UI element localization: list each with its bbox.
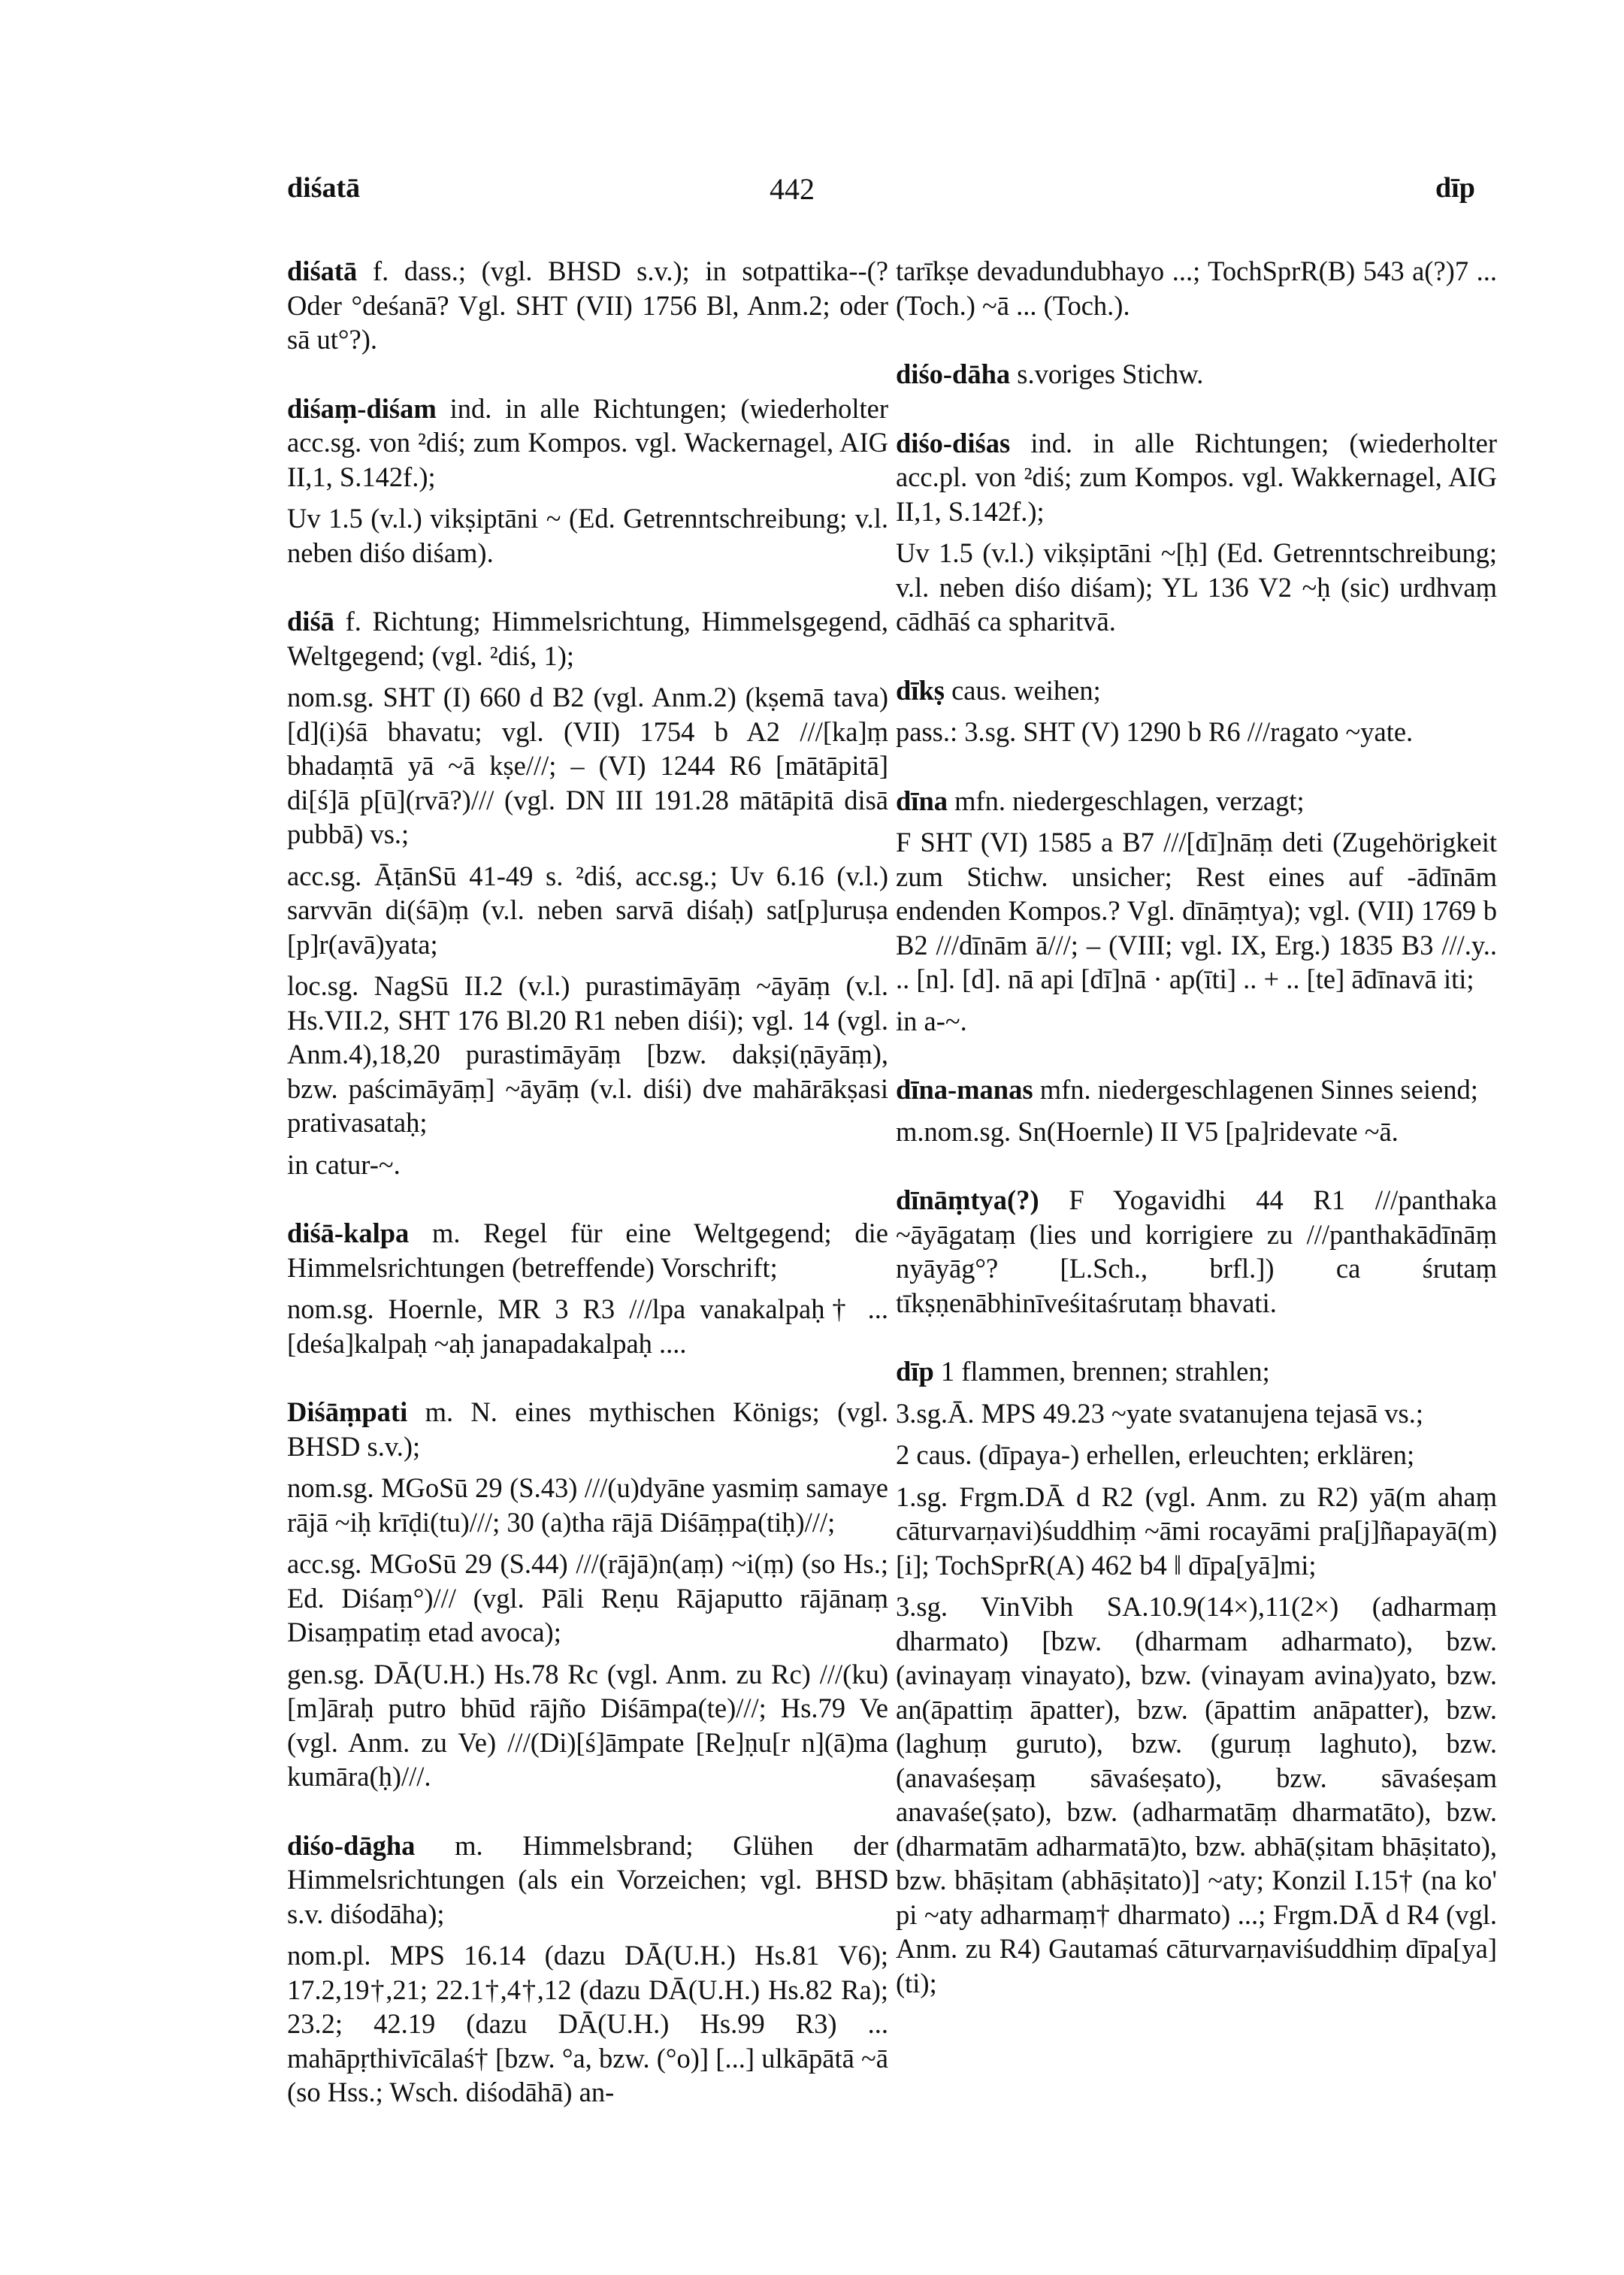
entry-line [896,1480,1497,1583]
entry-headword: Diśāṃpati [287,1396,408,1427]
entry-text: 3.sg. VinVibh SA.10.9(14×),11(2×) (adharmaṃ dharmato) [bzw. (dharmam adharmato), bzw. (avinayaṃ vinayato), bzw. (vinayam avina)yato, bzw. an(āpattiṃ āpatter), bzw. (āpattim anāpatter), bzw. (laghuṃ guruto), bzw. (guruṃ laghuto), bzw. (anavaśeṣaṃ sāvaśeṣato), bzw. sāvaśeṣam anavaśe(ṣato), bzw. (adharmatāṃ dharmatāto), bzw. (dharmatām adharmatā)to, bzw. abhā(ṣitam bhāṣitato), bzw. bhāṣitam (abhāṣitato)] ~aty; Konzil I.15† (na ko' pi ~aty adharmaṃ† dharmato) ...; Frgm.DĀ d R4 (vgl. Anm. zu R4) Gautamaś cāturvarṇaviśuddhiṃ dīpa[ya](ti); [896,1591,1497,1998]
entry-line [896,673,1497,708]
entry-text: f. Richtung; Himmelsrichtung, Himmelsgegend, Weltgegend; (vgl. ²diś, 1); [287,606,888,671]
entry-text: m. Himmelsbrand; Glühen der Himmelsrichtungen (als ein Vorzeichen; vgl. BHSD s.v. diśodāha); [287,1829,888,1929]
entry-text: mfn. niedergeschlagenen Sinnes seiend; [1039,1074,1478,1105]
entry-headword: diśatā [287,256,358,286]
entry-text: Uv 1.5 (v.l.) vikṣiptāni ~ (Ed. Getrenntschreibung; v.l. neben diśo diśam). [287,503,888,568]
entry-line [896,1396,1497,1431]
entry-line [287,1148,888,1182]
entry-text: nom.sg. Hoernle, MR 3 R3 ///lpa vanakalpaḥ† ... [deśa]kalpaḥ ~aḥ janapadakalpaḥ .... [287,1293,888,1359]
entry-text: Uv 1.5 (v.l.) vikṣiptāni ~[ḥ] (Ed. Getrenntschreibung; v.l. neben diśo diśam); YL 136 V2 ~ḥ (sic) urdhvaṃ cādhāś ca spharitvā. [896,537,1497,637]
entry-text: in catur-~. [287,1148,401,1180]
entry-text: m. N. eines mythischen Königs; (vgl. BHSD s.v.); [287,1396,889,1462]
entry-line [287,1547,888,1650]
dictionary-entry [287,254,888,357]
left-column [287,254,888,2144]
entry-text: in a-~. [896,1005,967,1036]
dictionary-entry [896,1354,1497,2000]
entry-line [287,501,888,570]
dictionary-entry [287,1829,888,2110]
entry-headword: diśo-diśas [896,427,1011,458]
dictionary-entry [896,784,1497,1039]
entry-line [896,1590,1497,2000]
entry-line [287,254,888,357]
entry-text: 1.sg. Frgm.DĀ d R2 (vgl. Anm. zu R2) yā(m ahaṃ cāturvarṇavi)śuddhiṃ ~āmi rocayāmi pra[j]ñapayā(m)[i]; TochSprR(A) 462 b4 ‖ dīpa[yā]mi; [896,1481,1497,1581]
entry-headword: diśaṃ-diśam [287,392,437,424]
entry-text: 1 flammen, brennen; strahlen; [940,1356,1270,1387]
dictionary-entry [896,1183,1497,1320]
entry-line [287,1657,888,1794]
entry-line [896,1115,1497,1149]
entry-line [896,1354,1497,1389]
entry-line [287,859,888,962]
entry-line [896,715,1497,749]
entry-line [287,680,888,852]
entry-text: m. Regel für eine Weltgegend; die Himmelsrichtungen (betreffende) Vorschrift; [287,1218,888,1283]
entry-text: f. dass.; (vgl. BHSD s.v.); in sotpattika--(? Oder °deśanā? Vgl. SHT (VII) 1756 Bl, Anm.2; oder sā ut°?). [287,256,889,355]
entry-text: pass.: 3.sg. SHT (V) 1290 b R6 ///ragato ~yate. [896,716,1414,747]
entry-text: 3.sg.Ā. MPS 49.23 ~yate svatanujena tejasā vs.; [896,1397,1424,1429]
entry-line [287,1938,888,2110]
running-head-right: dīp [1435,172,1475,204]
dictionary-entry [896,673,1497,749]
entry-headword: dīna [896,785,948,816]
entry-text: tarīkṣe devadundubhayo ...; TochSprR(B) 543 a(?)7 ... (Toch.) ~ā ... (Toch.). [896,256,1497,321]
entry-line [896,1438,1497,1472]
entry-text: s.voriges Stichw. [1017,358,1204,389]
entry-headword: diśā [287,606,334,637]
page-number: 442 [770,172,815,206]
entry-line [896,536,1497,639]
entry-text: mfn. niedergeschlagen, verzagt; [954,785,1305,816]
entry-headword: dīp [896,1356,934,1387]
entry-headword: diśā-kalpa [287,1218,410,1248]
entry-line [287,1292,888,1360]
entry-text: caus. weihen; [951,674,1101,706]
entry-text: m.nom.sg. Sn(Hoernle) II V5 [pa]ridevate ~ā. [896,1115,1399,1147]
dictionary-entry [287,1216,888,1360]
entry-headword: dīkṣ [896,674,945,706]
entry-text: nom.sg. MGoSū 29 (S.43) ///(u)dyāne yasmiṃ samaye rājā ~iḥ krīḍi(tu)///; 30 (a)tha rājā Diśāṃpa(tiḥ)///; [287,1472,888,1538]
entry-text: acc.sg. ĀṭānSū 41-49 s. ²diś, acc.sg.; Uv 6.16 (v.l.) sarvvān di(śā)ṃ (v.l. neben sarvā diśaḥ) sat[p]uruṣa [p]r(avā)yata; [287,860,888,960]
dictionary-entry [287,1395,888,1794]
dictionary-entry [896,1072,1497,1148]
entry-headword: diśo-dāgha [287,1829,416,1861]
entry-text: F SHT (VI) 1585 a B7 ///[dī]nāṃ deti (Zugehörigkeit zum Stichw. unsicher; Rest eines auf -ādīnām endenden Kompos.? Vgl. dīnāṃtya); vgl. (VII) 1769 b B2 ///dīnām ā///; – (VIII; vgl. IX, Erg.) 1835 B3 ///.y.. .. [n]. [d]. nā api [dī]nā · ap(īti] .. + .. [te] ādīnavā iti; [896,827,1497,994]
entry-line [896,254,1497,322]
entry-text: acc.sg. MGoSū 29 (S.44) ///(rājā)n(aṃ) ~i(ṃ) (so Hs.; Ed. Diśaṃ°)/// (vgl. Pāli Reṇu Rājaputto rājānaṃ Disaṃpatiṃ etad avoca); [287,1548,888,1647]
entry-headword: dīna-manas [896,1074,1033,1105]
entry-text: gen.sg. DĀ(U.H.) Hs.78 Rc (vgl. Anm. zu Rc) ///(ku)[m]āraḥ putro bhūd rājño Diśāmpa(te)///; Hs.79 Ve (vgl. Anm. zu Ve) ///(Di)[ś]āmpate [Re]ṇu[r n](ā)ma kumāra(ḥ)///. [287,1658,888,1792]
right-column [896,254,1497,2034]
entry-line [896,784,1497,818]
dictionary-entry [287,392,888,570]
entry-line [896,357,1497,392]
dictionary-entry [896,426,1497,639]
dictionary-entry [287,604,888,1181]
entry-line [287,1216,888,1284]
entry-text: ind. in alle Richtungen; (wiederholter acc.pl. von ²diś; zum Kompos. vgl. Wakkernagel, AIG II,1, S.142f.); [896,427,1498,527]
dictionary-entry [896,254,1497,322]
entry-line [287,1471,888,1539]
entry-headword: dīnāṃtya(?) [896,1184,1039,1215]
entry-text: F Yogavidhi 44 R1 ///panthaka ~āyāgataṃ (lies und korrigiere zu ///panthakādīnāṃ nyāyāg°? [L.Sch., brfl.]) ca śrutaṃ tīkṣṇenābhinīveśitaśrutaṃ bhavati. [896,1184,1497,1318]
entry-line [896,1183,1497,1320]
running-head-left: diśatā [287,172,361,204]
entry-text: loc.sg. NagSū II.2 (v.l.) purastimāyāṃ ~āyāṃ (v.l. Hs.VII.2, SHT 176 Bl.20 R1 neben diśi); vgl. 14 (vgl. Anm.4),18,20 purastimāyāṃ [bzw. dakṣi(ṇāyāṃ), bzw. paścimāyāṃ] ~āyāṃ (v.l. diśi) dve mahārākṣasi prativasataḥ; [287,970,888,1138]
entry-line [287,604,888,673]
dictionary-entry [896,357,1497,392]
entry-line [287,392,888,495]
entry-text: 2 caus. (dīpaya-) erhellen, erleuchten; erklären; [896,1439,1415,1470]
entry-line [287,1829,888,1932]
entry-text: nom.sg. SHT (I) 660 d B2 (vgl. Anm.2) (kṣemā tava) [d](i)śā bhavatu; vgl. (VII) 1754 b A2 ///[ka]ṃ bhadaṃtā yā ~ā kṣe///; – (VI) 1244 R6 [mātāpitā] di[ś]ā p[ū](rvā?)/// (vgl. DN III 191.28 mātāpitā disā pubbā) vs.; [287,682,888,849]
entry-text: ind. in alle Richtungen; (wiederholter acc.sg. von ²diś; zum Kompos. vgl. Wackernagel, AIG II,1, S.142f.); [287,392,888,492]
entry-line [287,969,888,1140]
entry-line [896,825,1497,997]
entry-line [896,426,1497,529]
entry-line [896,1072,1497,1107]
entry-text: nom.pl. MPS 16.14 (dazu DĀ(U.H.) Hs.81 V6); 17.2,19†,21; 22.1†,4†,12 (dazu DĀ(U.H.) Hs.82 Ra); 23.2; 42.19 (dazu DĀ(U.H.) Hs.99 R3) ... mahāpṛthivīcālaś† [bzw. °a, bzw. (°o)] [...] ulkāpātā ~ā (so Hss.; Wsch. diśodāhā) an- [287,1940,888,2107]
entry-headword: diśo-dāha [896,358,1011,389]
entry-line [287,1395,888,1463]
entry-line [896,1004,1497,1039]
